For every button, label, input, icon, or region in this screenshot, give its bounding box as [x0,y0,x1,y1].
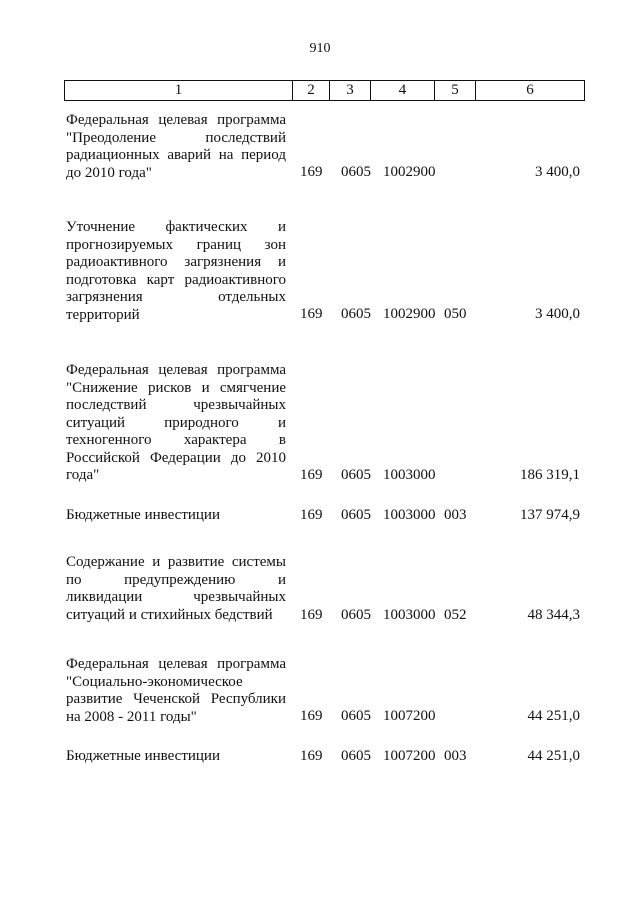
row-col-6: 3 400,0 [535,306,580,322]
row-col-6: 137 974,9 [520,507,580,523]
row-col-5: 003 [444,507,467,523]
row-col-2: 169 [300,467,323,483]
row-col-4: 1007200 [383,748,436,764]
row-col-2: 169 [300,507,323,523]
row-col-6: 44 251,0 [527,708,580,724]
row-col-2: 169 [300,708,323,724]
row-col-3: 0605 [341,708,371,724]
row-col-5: 050 [444,306,467,322]
row-col-2: 169 [300,306,323,322]
column-header-table [64,80,585,101]
header-row [65,81,585,101]
row-col-4: 1003000 [383,607,436,623]
header-col-1: 1 [65,81,293,101]
row-description: Бюджетные инвестиции [66,507,220,523]
row-col-3: 0605 [341,507,371,523]
row-col-6: 44 251,0 [527,748,580,764]
row-col-5: 003 [444,748,467,764]
row-col-4: 1002900 [383,164,436,180]
row-col-6: 48 344,3 [527,607,580,623]
row-col-4: 1002900 [383,306,436,322]
row-col-3: 0605 [341,467,371,483]
row-col-6: 186 319,1 [520,467,580,483]
row-col-3: 0605 [341,164,371,180]
row-description: Федеральная целевая программа "Снижение рисков и смягчение последствий чрезвычайных ситуаций природного и техногенного характера в Российской Федерации до 2010 года" [66,362,286,483]
row-col-3: 0605 [341,306,371,322]
row-col-4: 1003000 [383,507,436,523]
row-col-4: 1007200 [383,708,436,724]
row-description: Федеральная целевая программа "Преодоление последствий радиационных аварий на период до 2010 года" [66,112,286,181]
header-col-5: 5 [435,81,476,101]
header-col-3: 3 [330,81,371,101]
row-col-2: 169 [300,164,323,180]
header-col-6: 6 [476,81,585,101]
row-col-2: 169 [300,607,323,623]
row-description: Содержание и развитие системы по предупреждению и ликвидации чрезвычайных ситуаций и стихийных бедствий [66,554,286,623]
row-col-3: 0605 [341,748,371,764]
row-description: Федеральная целевая программа "Социально-экономическое развитие Чеченской Республики на 2008 - 2011 годы" [66,656,286,725]
row-col-6: 3 400,0 [535,164,580,180]
row-col-3: 0605 [341,607,371,623]
row-description: Уточнение фактических и прогнозируемых границ зон радиоактивного загрязнения и подготовка карт радиоактивного загрязнения отдельных территорий [66,219,286,323]
row-col-5: 052 [444,607,467,623]
row-col-2: 169 [300,748,323,764]
page-number: 910 [309,41,331,56]
header-col-4: 4 [371,81,435,101]
row-description: Бюджетные инвестиции [66,748,220,764]
header-col-2: 2 [293,81,330,101]
row-col-4: 1003000 [383,467,436,483]
